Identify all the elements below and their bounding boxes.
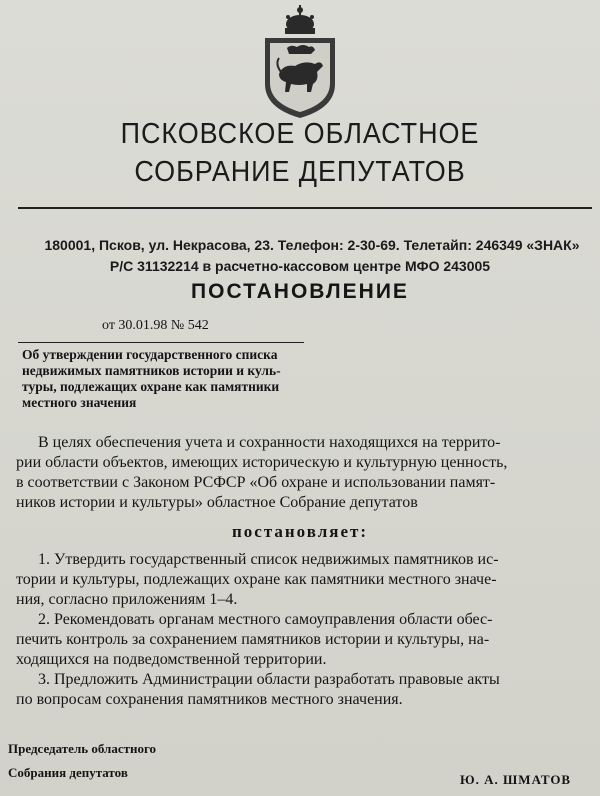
document-subject <box>22 347 312 411</box>
number-divider <box>18 342 304 343</box>
signer-name: Ю. А. ШМАТОВ <box>460 772 572 787</box>
item-line: печить контроль за сохранением памятников истории и культуры, на- <box>16 631 490 648</box>
item-line: ходящихся на подведомственной территории. <box>16 651 327 668</box>
preamble-line: в соответствии с Законом РСФСР «Об охране и использовании памят- <box>16 474 496 491</box>
coat-of-arms-icon <box>257 2 343 120</box>
signer-title-line: Собрания депутатов <box>8 765 128 780</box>
subject-line: туры, подлежащих охране как памятники <box>22 379 280 394</box>
item-line: по вопросам сохранения памятников местного значения. <box>16 691 403 708</box>
document-number: от 30.01.98 № 542 <box>102 318 209 333</box>
org-title-line2: СОБРАНИЕ ДЕПУТАТОВ <box>134 156 466 188</box>
signer-title-line: Председатель областного <box>8 741 157 756</box>
item-line: ния, согласно приложениям 1–4. <box>16 591 238 608</box>
subject-line: местного значения <box>22 395 137 410</box>
header-divider <box>18 207 592 209</box>
item-line: 1. Утвердить государственный список недвижимых памятников ис- <box>38 551 499 568</box>
item-line: 2. Рекомендовать органам местного самоуправления области обес- <box>38 611 493 628</box>
org-title-line1: ПСКОВСКОЕ ОБЛАСТНОЕ <box>120 118 480 150</box>
address-line1: 180001, Псков, ул. Некрасова, 23. Телефон: 2-30-69. Телетайп: 246349 «ЗНАК» <box>44 237 580 253</box>
resolution-items <box>16 550 588 710</box>
preamble-line: ников истории и культуры» областное Собрание депутатов <box>16 494 418 511</box>
preamble-paragraph <box>16 433 588 513</box>
document-type: ПОСТАНОВЛЕНИЕ <box>191 280 409 303</box>
resolves-heading: постановляет: <box>231 522 369 541</box>
preamble-line: В целях обеспечения учета и сохранности находящихся на террито- <box>38 434 501 451</box>
address-line2: Р/С 31132214 в расчетно-кассовом центре МФО 243005 <box>109 258 491 274</box>
item-line: 3. Предложить Администрации области разработать правовые акты <box>38 671 500 688</box>
item-line: тории и культуры, подлежащих охране как памятники местного значе- <box>16 571 497 588</box>
preamble-line: рии области объектов, имеющих историческую и культурную ценность, <box>16 454 508 471</box>
subject-line: Об утверждении государственного списка <box>22 347 278 362</box>
signer-title <box>8 737 156 785</box>
subject-line: недвижимых памятников истории и куль- <box>22 363 281 378</box>
